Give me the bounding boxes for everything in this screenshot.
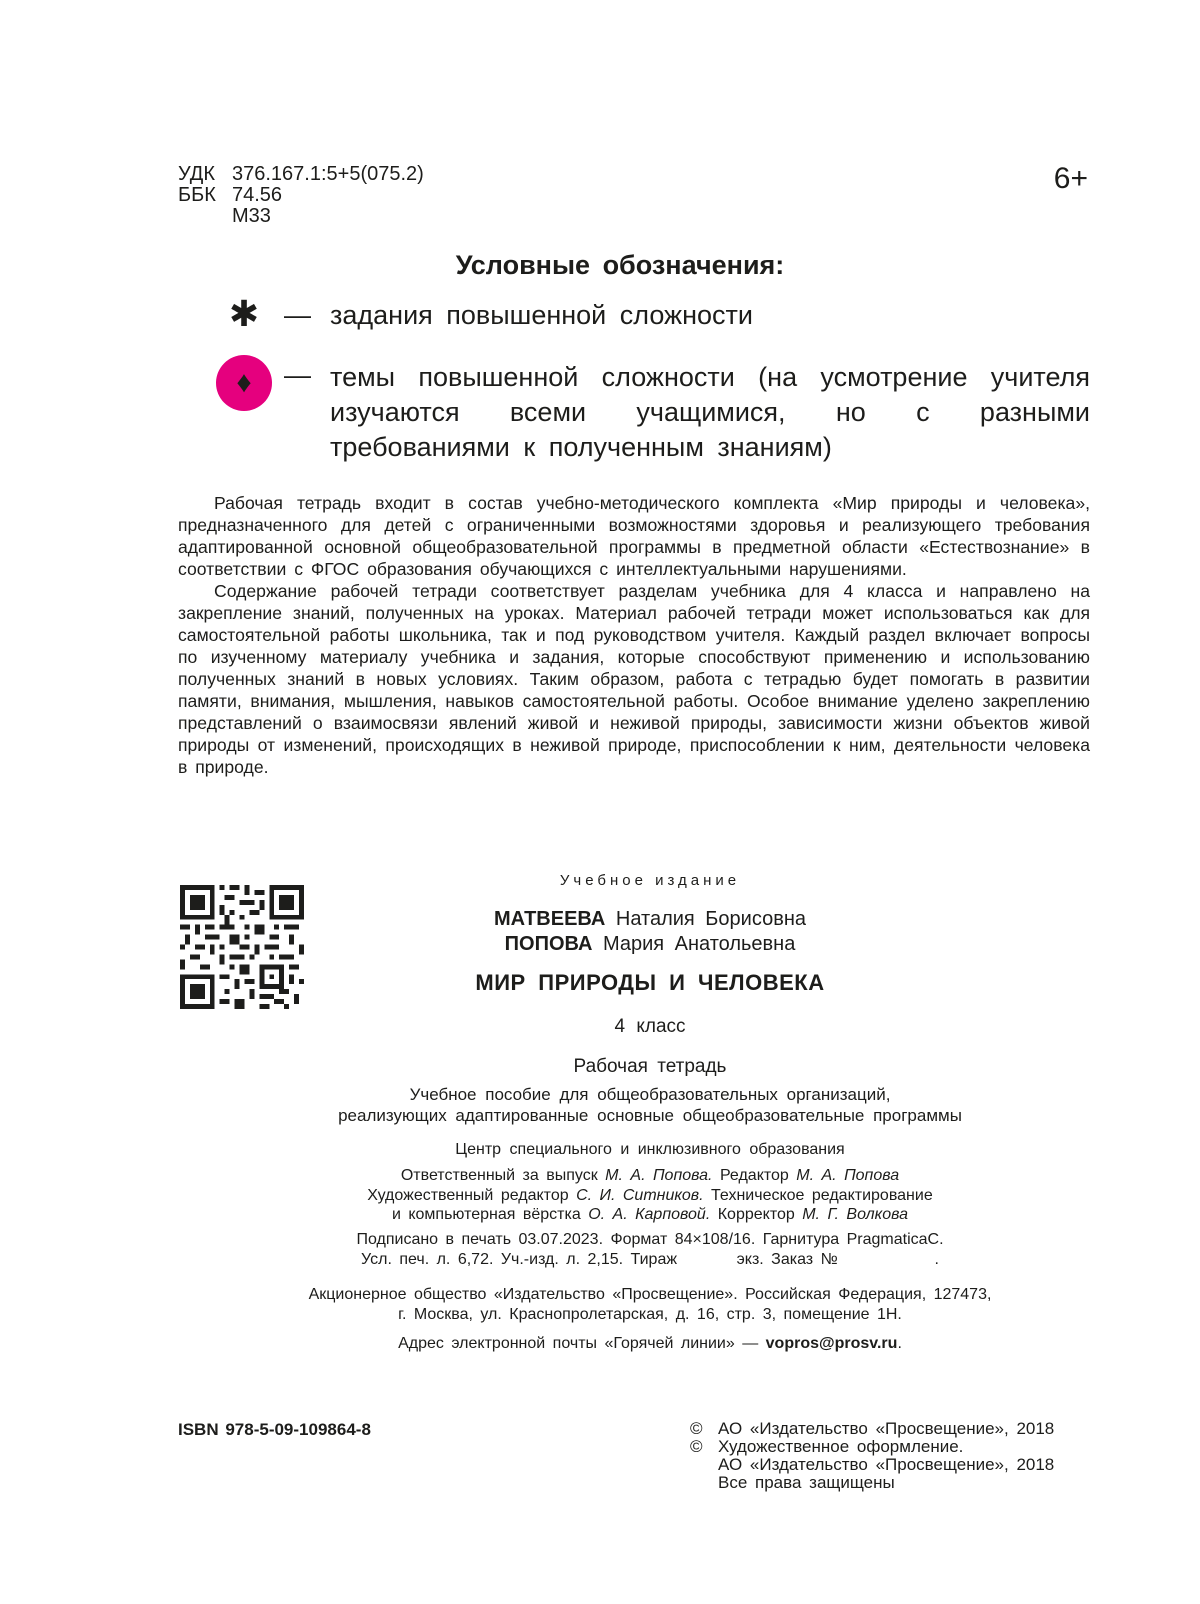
address-line: Акционерное общество «Издательство «Просвещение». Российская Федерация, 127473,: [308, 1286, 992, 1303]
diamond-icon: ♦: [236, 366, 252, 399]
isbn: ISBN 978-5-09-109864-8: [178, 1420, 371, 1439]
email-end: .: [897, 1335, 902, 1352]
classification-codes: [178, 164, 424, 227]
copyright-icon: ©: [690, 1419, 703, 1438]
credit-label: Редактор: [719, 1167, 789, 1184]
credit-name: О. А. Карповой.: [588, 1206, 711, 1223]
print-line: Подписано в печать 03.07.2023. Формат 84×108/16. Гарнитура PragmaticaC.: [356, 1231, 944, 1248]
bbk-value: 74.56: [232, 184, 283, 206]
credit-label: Техническое редактирование: [711, 1186, 933, 1204]
author-surname: МАТВЕЕВА: [493, 908, 606, 930]
publisher-address: [250, 1285, 1050, 1324]
edition-type: Учебное издание: [559, 872, 741, 889]
credit-name: С. И. Ситников.: [576, 1186, 704, 1204]
book-type: Рабочая тетрадь: [573, 1056, 727, 1077]
author-surname: ПОПОВА: [504, 933, 593, 955]
publishing-center: Центр специального и инклюзивного образования: [455, 1141, 845, 1158]
age-rating: 6+: [1053, 162, 1088, 195]
legend-title: Условные обозначения:: [455, 250, 785, 280]
book-description: [250, 1084, 1050, 1126]
grade: 4 класс: [614, 1016, 686, 1037]
legend-item-hard-topics: [212, 355, 1090, 465]
copyright-text: АО «Издательство «Просвещение», 2018: [718, 1419, 1055, 1438]
credit-label: Ответственный за выпуск: [400, 1167, 598, 1184]
credits: [250, 1166, 1050, 1225]
description-line: реализующих адаптированные основные общеобразовательные программы: [338, 1106, 962, 1125]
udk-label: УДК: [178, 163, 216, 185]
legend-item-hard-tasks: [212, 293, 1090, 334]
credit-label: Художественный редактор: [367, 1186, 569, 1204]
paragraph: Содержание рабочей тетради соответствует разделам учебника для 4 класса и направлено на закрепление знаний, полученных на уроках. Материал рабочей тетради может использоваться как для самостоятельной работы школьника, так и под руководством учителя. Каждый раздел включает вопросы по изученному материалу учебника и задания, которые способствуют применению и использованию полученных знаний в новых условиях. Таким образом, работа с тетрадью будет помогать в развитии памяти, внимания, мышления, навыков самостоятельной работы. Особое внимание уделено закреплению представлений о взаимосвязи явлений живой и неживой природы, зависимости жизни объектов живой природы от изменений, происходящих в неживой природе, приспособлении к ним, деятельности человека в природе.: [178, 581, 1090, 777]
copyright-text: АО «Издательство «Просвещение», 2018: [718, 1455, 1055, 1474]
address-line: г. Москва, ул. Краснопролетарская, д. 16, стр. 3, помещение 1Н.: [398, 1305, 902, 1323]
legend-dash: —: [284, 360, 311, 390]
hotline-email-line: [250, 1335, 1050, 1353]
copyright-block: [690, 1420, 1090, 1492]
rights-text: Все права защищены: [718, 1473, 895, 1492]
legend-text: темы повышенной сложности (на усмотрение учителя изучаются всеми учащимися, но с разными требованиями к полученным знаниям): [330, 362, 1090, 462]
credit-name: М. Г. Волкова: [802, 1206, 909, 1223]
author-1: [250, 908, 1050, 931]
description-line: Учебное пособие для общеобразовательных организаций,: [409, 1085, 891, 1104]
legend-dash: —: [284, 300, 311, 330]
copyright-icon: ©: [690, 1437, 703, 1456]
udk-value: 376.167.1:5+5(075.2): [232, 163, 424, 185]
print-info: [250, 1230, 1050, 1269]
annotation: [178, 492, 1090, 778]
author-name: Мария Анатольевна: [602, 933, 796, 955]
asterisk-icon: ✱: [228, 293, 260, 334]
book-title: МИР ПРИРОДЫ И ЧЕЛОВЕКА: [475, 970, 825, 995]
credit-name: М. А. Попова: [796, 1167, 900, 1184]
bbk-label: ББК: [178, 184, 216, 206]
print-line: Усл. печ. л. 6,72. Уч.-изд. л. 2,15. Тираж экз. Заказ № .: [361, 1250, 939, 1268]
email-label: Адрес электронной почты «Горячей линии» —: [398, 1335, 759, 1352]
credit-name: М. А. Попова.: [605, 1167, 713, 1184]
author-2: [250, 933, 1050, 956]
email-address: vopros@prosv.ru: [765, 1335, 898, 1352]
author-sign: М33: [232, 205, 271, 227]
copyright-text: Художественное оформление.: [718, 1437, 964, 1456]
author-name: Наталия Борисовна: [615, 908, 806, 930]
credit-label: и компьютерная вёрстка: [391, 1206, 581, 1223]
credit-label: Корректор: [717, 1206, 795, 1223]
paragraph: Рабочая тетрадь входит в состав учебно-методического комплекта «Мир природы и человека», предназначенного для детей с ограниченными возможностями здоровья и реализующего требования адаптированной основной общеобразовательной программы в предметной области «Естествознание» в соответствии с ФГОС образования обучающихся с интеллектуальными нарушениями.: [178, 493, 1090, 579]
diamond-circle-icon: [216, 355, 272, 411]
legend-text: задания повышенной сложности: [330, 300, 753, 330]
